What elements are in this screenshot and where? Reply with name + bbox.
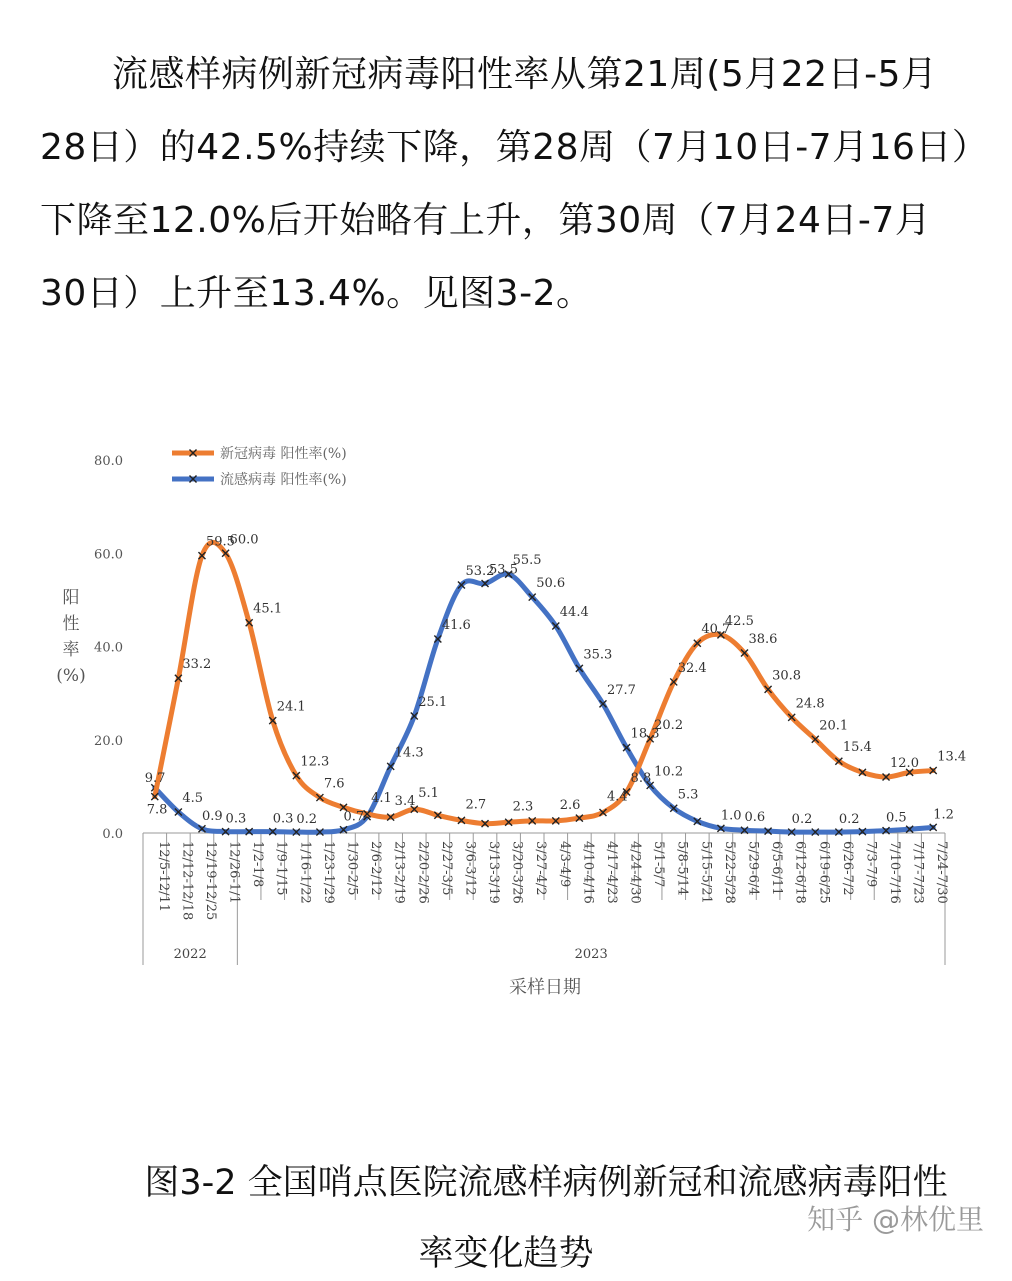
flu-data-label: 18.3	[630, 726, 660, 742]
x-tick-label: 6/19-6/25	[816, 841, 832, 904]
flu-data-label: 27.7	[606, 682, 636, 698]
x-tick-label: 6/26-7/2	[839, 841, 855, 896]
flu-data-label: 5.3	[677, 787, 699, 803]
flu-data-label: 10.2	[654, 764, 684, 780]
flu-data-label: 0.9	[201, 808, 223, 824]
covid-data-label: 42.5	[724, 613, 754, 629]
legend-label: 新冠病毒 阳性率(%)	[220, 446, 347, 462]
x-tick-label: 7/3-7/9	[863, 841, 879, 888]
x-tick-label: 12/5-12/11	[155, 841, 171, 913]
y-axis-label-char: 率	[62, 640, 80, 660]
covid-data-label: 13.4	[937, 749, 967, 765]
covid-data-label: 38.6	[748, 632, 778, 648]
y-tick-label: 80.0	[94, 454, 123, 469]
covid-data-label: 15.4	[842, 740, 872, 756]
covid-data-label: 33.2	[182, 657, 212, 673]
x-tick-label: 4/17-4/23	[603, 841, 619, 904]
y-tick-label: 60.0	[94, 547, 123, 563]
chart-data-labels	[145, 532, 966, 827]
x-axis-label: 采样日期	[509, 977, 581, 998]
figure-caption-line-2: 率变化趋势	[418, 1234, 594, 1274]
x-tick-label: 7/24-7/30	[934, 841, 950, 904]
flu-data-label: 0.2	[838, 812, 860, 828]
x-tick-label: 7/17-7/23	[910, 841, 926, 904]
x-tick-label: 3/20-3/26	[509, 841, 525, 904]
y-axis-label-char: (%)	[56, 666, 86, 686]
covid-data-label: 4.1	[371, 790, 392, 806]
y-axis-label-char: 阳	[62, 588, 80, 608]
covid-data-label: 2.7	[465, 797, 487, 813]
covid-data-label: 45.1	[253, 601, 283, 617]
covid-data-label: 12.3	[300, 754, 330, 770]
x-tick-label: 5/1-5/7	[651, 841, 667, 888]
flu-data-label: 44.4	[559, 604, 589, 620]
covid-data-label: 24.1	[276, 699, 306, 715]
covid-data-label: 40.7	[701, 622, 731, 638]
flu-data-label: 0.3	[225, 811, 247, 827]
x-tick-label: 3/27-4/2	[533, 841, 549, 896]
covid-data-label: 7.8	[146, 802, 168, 818]
legend-label: 流感病毒 阳性率(%)	[220, 472, 347, 488]
flu-data-label: 53.2	[465, 563, 495, 579]
flu-data-label: 9.7	[144, 770, 166, 786]
figure-caption-line-1: 图3-2 全国哨点医院流感样病例新冠和流感病毒阳性	[144, 1163, 948, 1203]
flu-data-label: 25.1	[418, 694, 448, 710]
covid-data-label: 12.0	[890, 756, 919, 772]
flu-data-label: 53.5	[489, 562, 518, 578]
x-tick-label: 2/6-2/12	[368, 841, 384, 896]
covid-data-label: 20.2	[654, 717, 684, 733]
x-tick-label: 7/10-7/16	[887, 841, 903, 904]
year-group-label: 2023	[574, 947, 608, 962]
flu-data-label: 41.6	[441, 618, 471, 634]
watermark: 知乎 @林优里	[807, 1203, 984, 1236]
x-tick-label: 4/24-4/30	[627, 841, 643, 904]
y-tick-label: 40.0	[94, 640, 123, 656]
x-tick-label: 3/6-3/12	[462, 841, 478, 896]
x-tick-label: 1/16-1/22	[297, 841, 313, 904]
x-tick-label: 12/12-12/18	[179, 841, 195, 921]
x-tick-label: 1/9-1/15	[273, 841, 289, 896]
year-group-label: 2022	[173, 947, 207, 962]
x-tick-label: 5/8-5/14	[674, 841, 690, 896]
covid-data-label: 3.4	[394, 794, 416, 810]
flu-data-label: 35.3	[583, 647, 613, 663]
covid-data-label: 20.1	[819, 718, 849, 734]
x-tick-label: 1/30-2/5	[344, 841, 360, 896]
x-tick-label: 2/20-2/26	[415, 841, 431, 904]
flu-data-label: 0.2	[791, 812, 813, 828]
x-tick-label: 5/15-5/21	[698, 841, 714, 904]
flu-data-label: 0.3	[272, 811, 294, 827]
x-tick-label: 4/3-4/9	[556, 841, 572, 888]
covid-data-label: 8.8	[630, 770, 652, 786]
y-axis-label-char: 性	[62, 614, 80, 634]
covid-data-label: 2.3	[512, 799, 534, 815]
chart-legend	[172, 445, 347, 488]
x-tick-label: 6/5-6/11	[769, 841, 785, 896]
covid-data-label: 59.5	[205, 534, 235, 550]
y-tick-label: 0.0	[102, 827, 123, 842]
x-tick-label: 12/19-12/25	[202, 841, 218, 921]
flu-data-label: 1.2	[933, 807, 954, 823]
chart-axes	[56, 454, 949, 998]
flu-data-label: 0.5	[886, 810, 907, 826]
covid-data-label: 4.4	[606, 789, 628, 805]
x-tick-label: 6/12-6/18	[792, 841, 808, 904]
y-tick-label: 20.0	[94, 733, 123, 749]
intro-paragraph: 流感样病例新冠病毒阳性率从第21周(5月22日-5月28日）的42.5%持续下降，第28周（7月10日-7月16日）下降至12.0%后开始略有上升，第30周（7月24日-7月30日）上升至13.4%。见图3-2。	[40, 54, 971, 314]
covid-data-label: 30.8	[772, 668, 802, 684]
flu-data-label: 0.2	[296, 812, 318, 828]
x-tick-label: 2/27-3/5	[438, 841, 454, 896]
x-tick-label: 5/22-5/28	[721, 841, 737, 904]
flu-data-label: 0.6	[744, 810, 766, 826]
x-tick-label: 2/13-2/19	[391, 841, 407, 904]
x-tick-label: 1/23-1/29	[320, 841, 336, 904]
x-tick-label: 3/13-3/19	[486, 841, 502, 904]
x-tick-label: 12/26-1/1	[226, 841, 242, 904]
positivity-rate-chart	[0, 420, 1012, 1020]
covid-data-label: 24.8	[795, 696, 825, 712]
flu-data-label: 4.5	[182, 791, 204, 807]
covid-data-label: 5.1	[418, 786, 439, 802]
covid-data-label: 60.0	[229, 532, 259, 548]
flu-data-label: 0.7	[343, 809, 365, 825]
covid-data-label: 7.6	[323, 776, 345, 792]
flu-data-label: 14.3	[394, 745, 424, 761]
x-tick-label: 1/2-1/8	[250, 841, 266, 888]
flu-data-label: 1.0	[720, 808, 742, 824]
flu-data-label: 50.6	[536, 576, 566, 592]
x-tick-label: 5/29-6/4	[745, 841, 761, 896]
x-tick-label: 4/10-4/16	[580, 841, 596, 904]
flu-data-label: 55.5	[512, 553, 542, 569]
covid-data-label: 32.4	[677, 660, 707, 676]
covid-data-label: 2.6	[559, 797, 581, 813]
